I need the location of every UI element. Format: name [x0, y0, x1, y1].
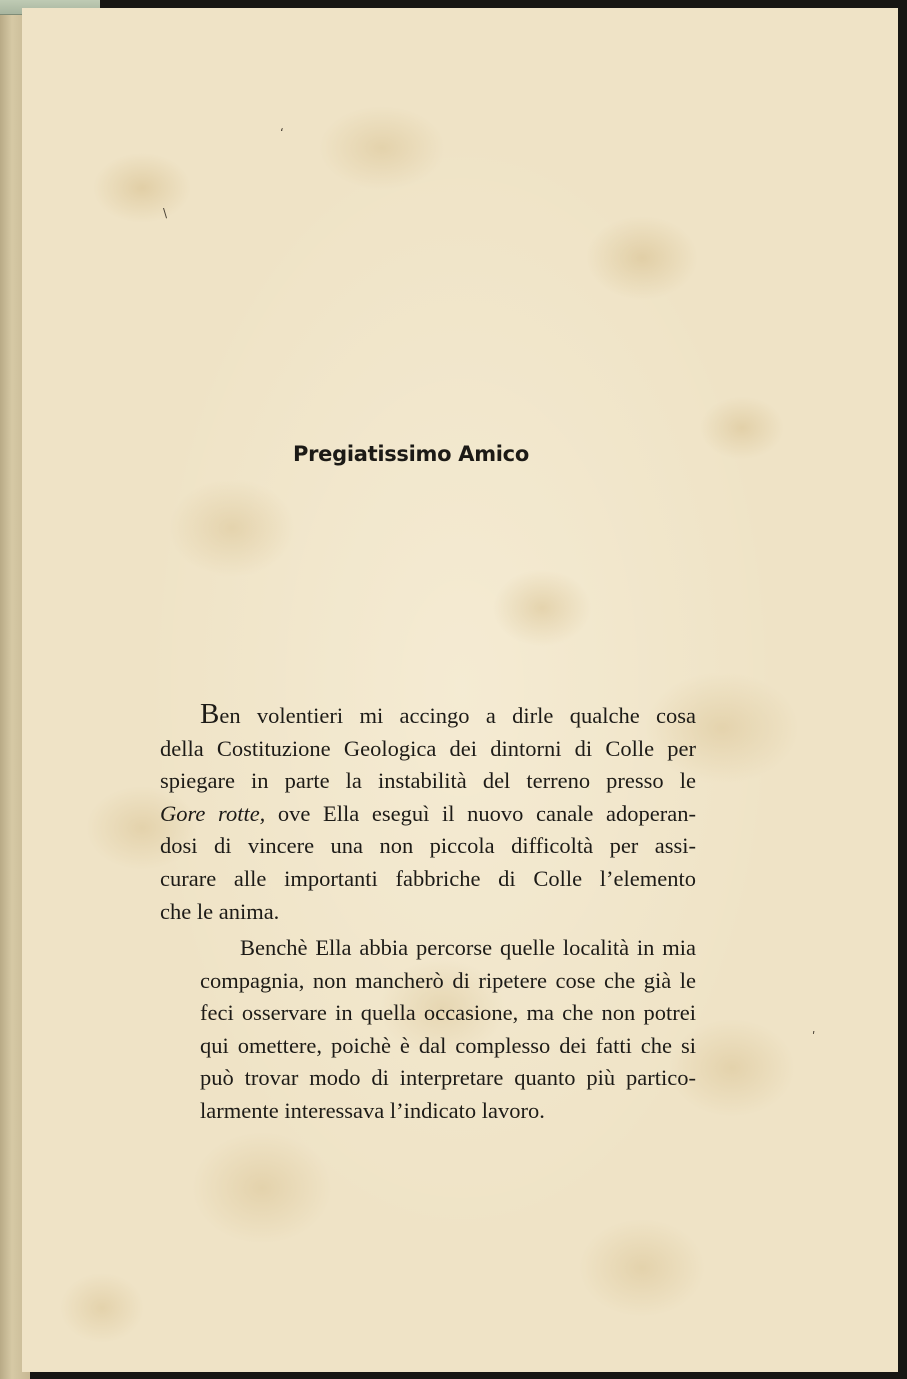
paragraph-2-line-1: Benchè Ella abbia percorse quelle località in mia [240, 935, 696, 960]
paragraph-2-line-3: feci osservare in quella occasione, ma che non potrei [200, 1000, 696, 1026]
drop-cap: B [200, 698, 220, 730]
paragraph-1-line-6: curare alle importanti fabbriche di Colle l’elemento [160, 865, 696, 891]
paragraph-1-line-2: della Costituzione Geologica dei dintorni di Colle per [160, 735, 696, 761]
paragraph-1 [160, 700, 696, 928]
stray-ink-mark: \ [163, 206, 168, 220]
paragraph-1-line-4: Gore rotte, ove Ella eseguì il nuovo canale adoperan- [160, 800, 696, 826]
stray-ink-mark: ʻ [280, 126, 284, 140]
paragraph-1-line-5: dosi di vincere una non piccola difficoltà per assi- [160, 833, 696, 859]
paper-page [22, 8, 898, 1372]
stray-ink-mark: ʹ [812, 1030, 816, 1044]
paragraph-2-line-4: qui omettere, poichè è dal complesso dei fatti che si [200, 1032, 696, 1058]
paragraph-2 [160, 932, 696, 1128]
paragraph-1-line-3: spiegare in parte la instabilità del terreno presso le [160, 768, 696, 794]
paragraph-2-line-2: compagnia, non mancherò di ripetere cose che già le [200, 967, 696, 993]
paragraph-2-line-6: larmente interessava l’indicato lavoro. [200, 1097, 545, 1123]
paragraph-1-line-1: Ben volentieri mi accingo a dirle qualche cosa [200, 698, 696, 730]
letter-salutation-heading: Pregiatissimo Amico [293, 442, 529, 466]
paragraph-1-line-7: che le anima. [160, 898, 280, 924]
italic-place-name: Gore rotte, [160, 800, 266, 826]
paragraph-2-line-5: può trovar modo di interpretare quanto più partico- [200, 1065, 696, 1091]
